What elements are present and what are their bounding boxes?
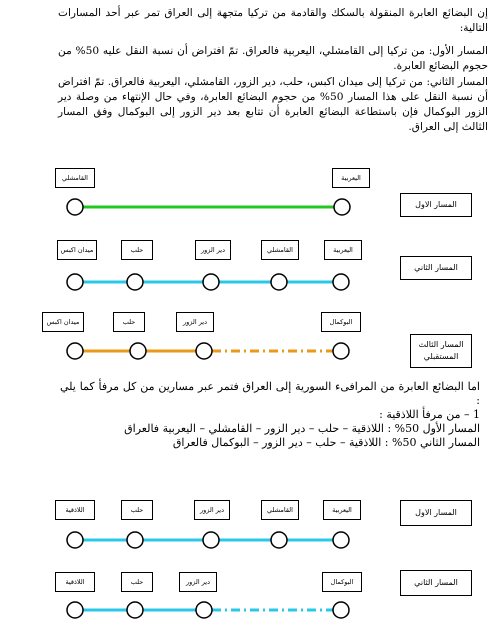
route2-paragraph: المسار الثاني: من تركيا إلى ميدان اكبس، حلب، دير الزور، القامشلي، اليعربية فالعراق. تمّ افتراض أن نسبة النقل على هذا المسار 50% من حجوم البضائع العابرة، وفي حال الإنتهاء من وصلة دير الزور البوكمال فإن باستطاعة البضائع العابرة أن تتابع بعد دير الزور إلى البوكمال وفق المسار الثالث إلى العراق. xyxy=(58,76,488,133)
station-box: اليعربية xyxy=(324,240,362,260)
port1-route2: المسار الثاني 50% : اللاذقية – حلب – دير الزور – البوكمال فالعراق xyxy=(172,436,480,449)
route1-stop-1 xyxy=(67,199,83,215)
port-route1-stop-5 xyxy=(333,532,349,548)
route2-stop-5 xyxy=(333,274,349,290)
route1-paragraph: المسار الأول: من تركيا إلى القامشلي، اليعربية فالعراق. تمّ افتراض أن نسبة النقل عليه 50% من حجوم البضائع العابرة. xyxy=(58,45,488,72)
station-box: اللاذقية xyxy=(55,572,95,592)
station-box: القامشلي xyxy=(261,500,299,520)
port1-heading: 1 – من مرفأ اللاذقية : xyxy=(379,408,480,421)
port-route-label-second: المسار الثاني xyxy=(400,570,472,596)
route3-stop-3 xyxy=(196,343,212,359)
station-box: اللاذقية xyxy=(55,500,95,520)
port-route1-stop-4 xyxy=(271,532,287,548)
station-box: القامشلي xyxy=(55,168,95,188)
station-box: حلب xyxy=(121,500,153,520)
route-label-first: المسار الاول xyxy=(400,193,472,217)
station-box: ميدان اكبس xyxy=(57,240,97,260)
station-box: البوكمال xyxy=(322,572,362,592)
ports-intro: اما البضائع العابرة من المرافىء السورية إلى العراق فتمر عبر مسارين من كل مرفأ كما يلي : xyxy=(60,380,480,407)
route-label-second: المسار الثاني xyxy=(400,256,472,280)
route1-stop-2 xyxy=(334,199,350,215)
station-box: دير الزور xyxy=(194,500,230,520)
station-box: القامشلي xyxy=(261,240,299,260)
route3-stop-1 xyxy=(67,343,83,359)
route2-stop-3 xyxy=(203,274,219,290)
route3-stop-2 xyxy=(130,343,146,359)
intro-paragraph: إن البضائع العابرة المنقولة بالسكك والقادمة من تركيا متجهة إلى العراق تمر عبر أحد المسارات التالية: xyxy=(58,7,488,34)
route2-stop-2 xyxy=(127,274,143,290)
station-box: البوكمال xyxy=(321,312,361,332)
station-box: حلب xyxy=(121,240,153,260)
port-route-label-first: المسار الاول xyxy=(400,500,472,526)
station-box: دير الزور xyxy=(195,240,231,260)
port-route2-stop-2 xyxy=(127,602,143,618)
route3-stop-4 xyxy=(333,343,349,359)
port-route1-stop-2 xyxy=(127,532,143,548)
port-route1-stop-3 xyxy=(203,532,219,548)
station-box: دير الزور xyxy=(179,572,217,592)
route2-stop-4 xyxy=(271,274,287,290)
route-label-third: المسار الثالث المستقبلي xyxy=(410,334,472,368)
station-box: حلب xyxy=(121,572,153,592)
station-box: ميدان اكبس xyxy=(42,312,84,332)
port-route2-stop-4 xyxy=(333,602,349,618)
station-box: اليعربية xyxy=(332,168,370,188)
station-box: اليعربية xyxy=(323,500,361,520)
route2-stop-1 xyxy=(67,274,83,290)
station-box: دير الزور xyxy=(176,312,214,332)
port-route2-stop-3 xyxy=(196,602,212,618)
port-route2-stop-1 xyxy=(67,602,83,618)
port-route1-stop-1 xyxy=(67,532,83,548)
station-box: حلب xyxy=(113,312,145,332)
port1-route1: المسار الأول 50% : اللاذقية – حلب – دير الزور – القامشلي – اليعربية فالعراق xyxy=(124,422,480,435)
